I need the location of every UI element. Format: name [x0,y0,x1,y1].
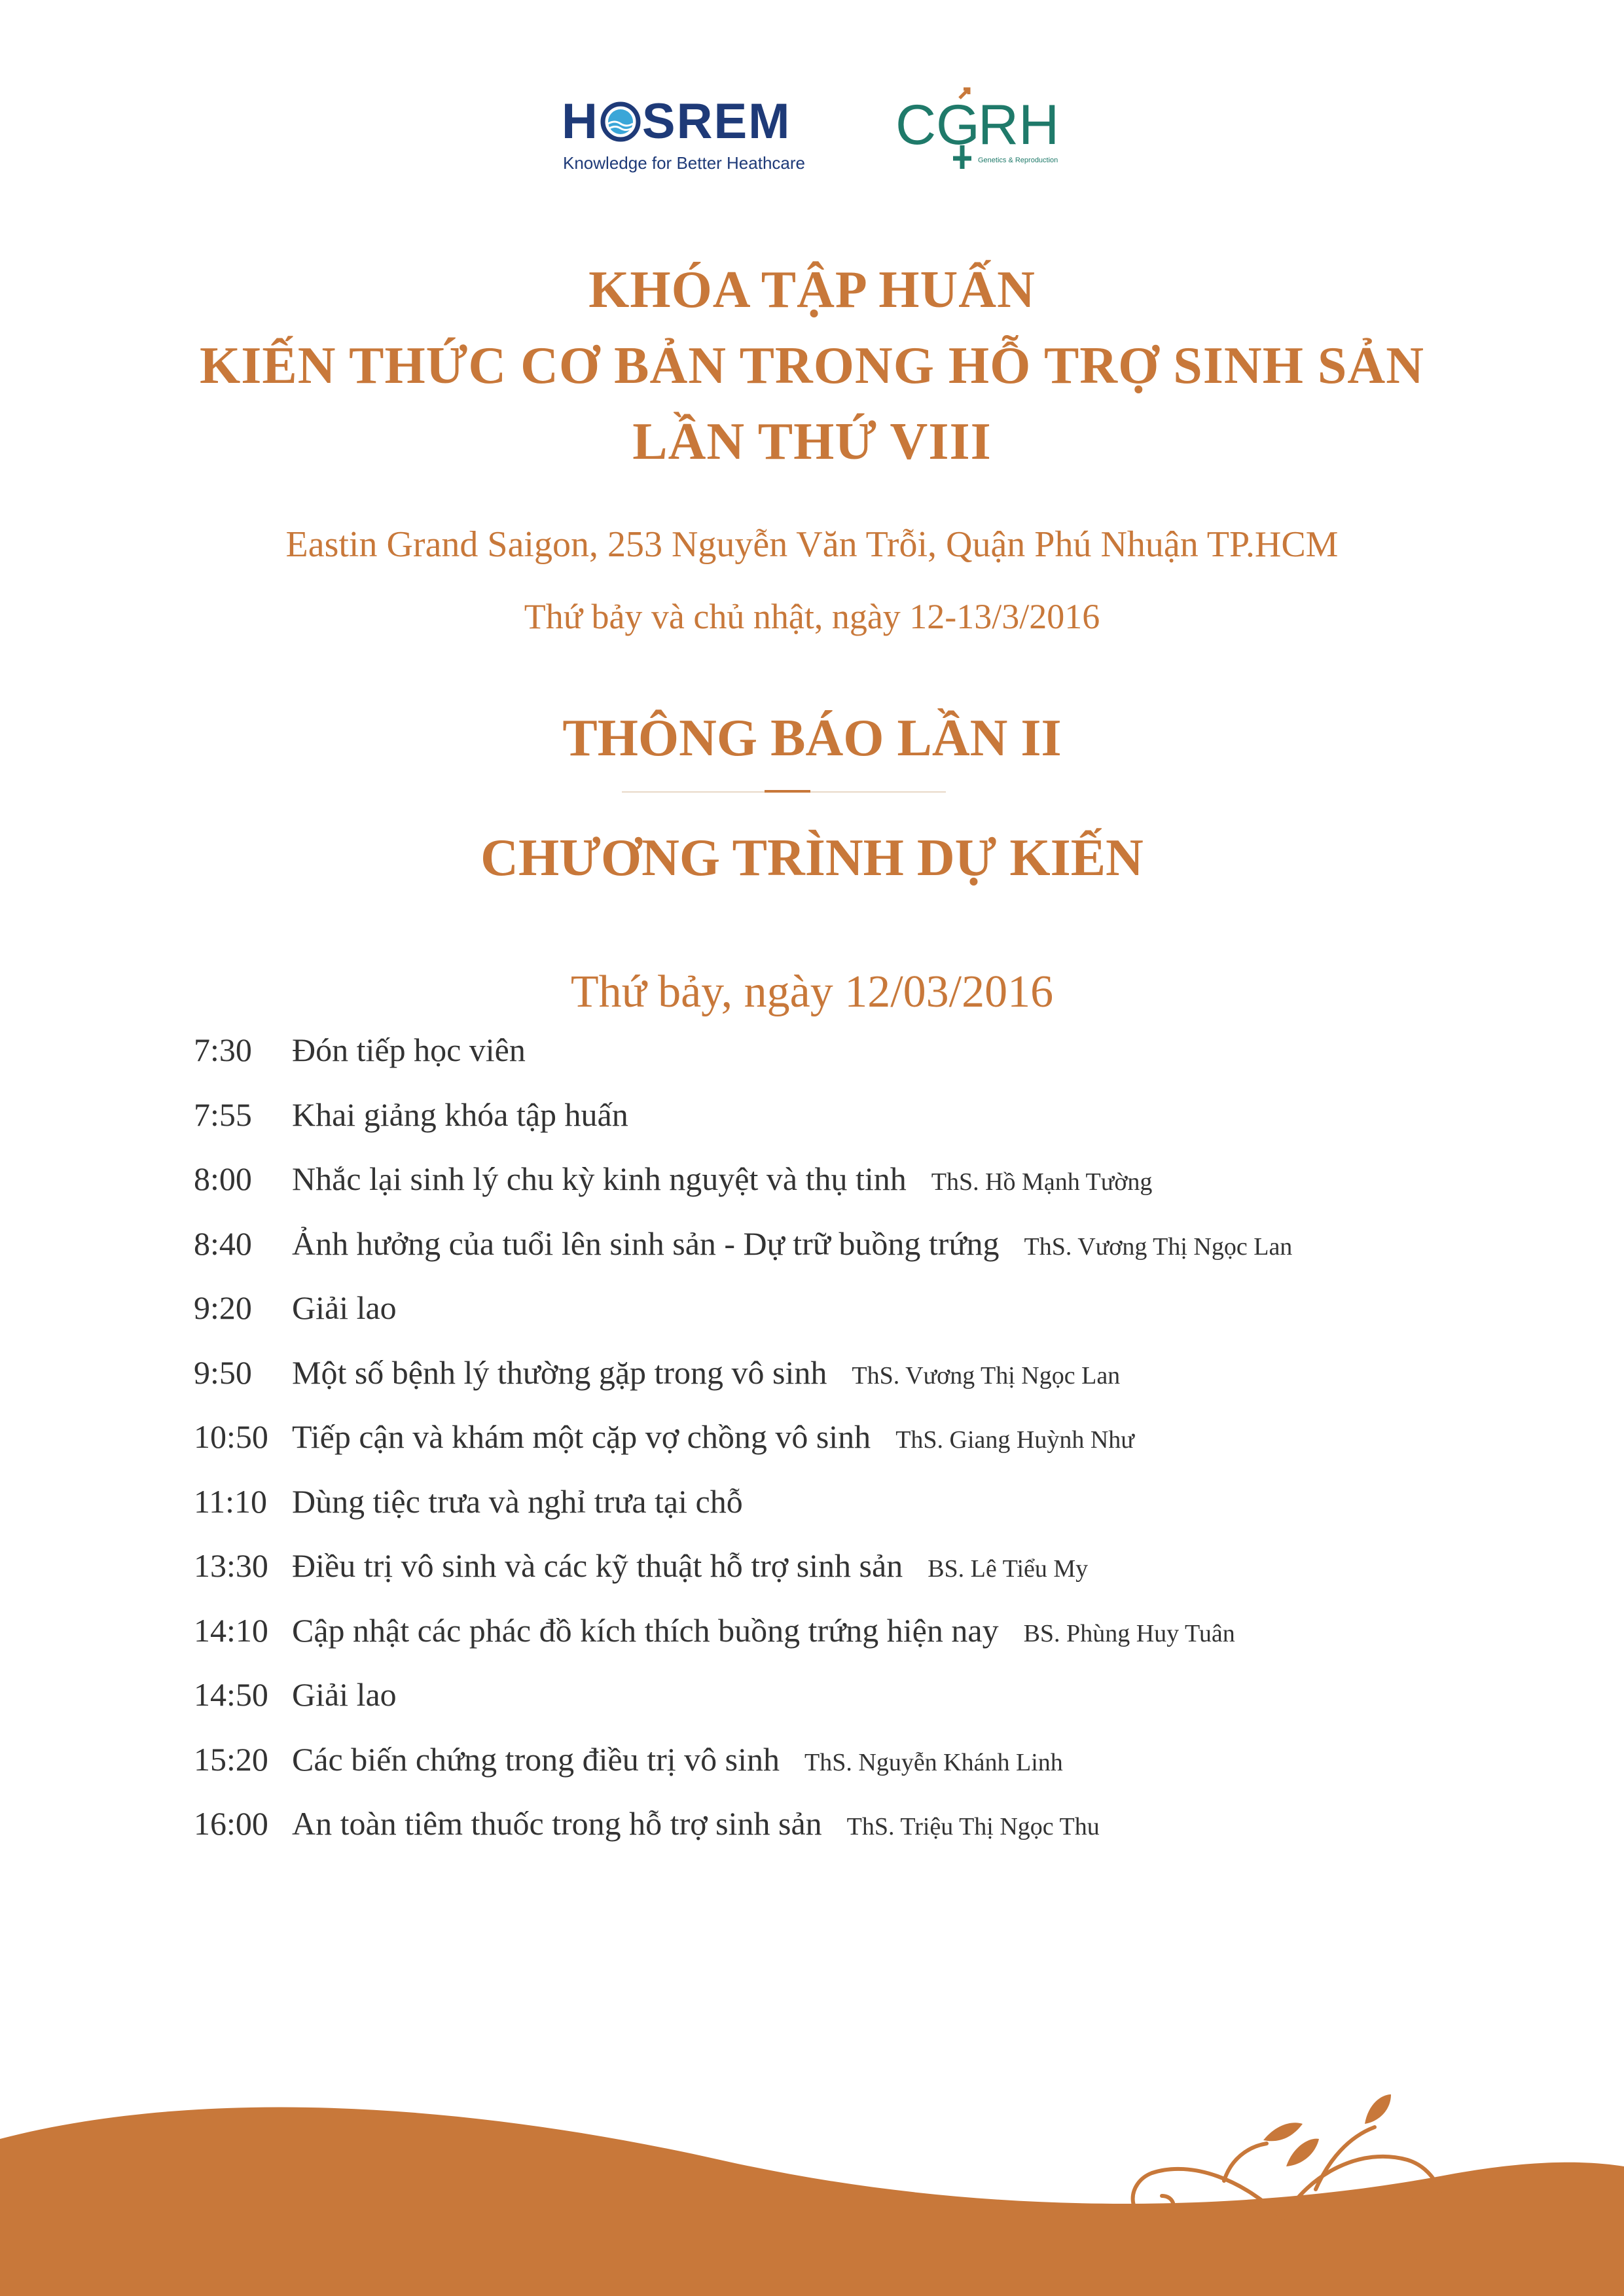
schedule-topic: An toàn tiêm thuốc trong hỗ trợ sinh sản [292,1805,822,1842]
schedule-topic: Một số bệnh lý thường gặp trong vô sinh [292,1354,827,1391]
schedule-row [194,1225,1470,1289]
divider-accent [765,790,810,793]
program-heading: CHƯƠNG TRÌNH DỰ KIẾN [480,829,1144,887]
schedule-row [194,1482,1470,1547]
schedule-row [194,1740,1470,1805]
course-title [0,252,1624,480]
globe-icon [600,101,641,142]
schedule-row [194,1547,1470,1611]
schedule-time: 14:10 [194,1611,268,1649]
schedule-time: 15:20 [194,1740,268,1778]
schedule-row [194,1804,1470,1869]
schedule-topic: Tiếp cận và khám một cặp vợ chồng vô sinh [292,1418,871,1455]
schedule-row [194,1031,1470,1096]
schedule-topic: Dùng tiệc trưa và nghỉ trưa tại chỗ [292,1482,743,1520]
schedule-speaker: ThS. Nguyễn Khánh Linh [804,1748,1063,1776]
schedule-speaker: ThS. Hồ Mạnh Tường [931,1168,1153,1196]
schedule-row [194,1096,1470,1160]
schedule-time: 14:50 [194,1676,268,1713]
svg-text:RH: RH [978,94,1060,156]
schedule-row [194,1611,1470,1676]
schedule-speaker: BS. Phùng Huy Tuân [1023,1619,1235,1647]
day-heading: Thứ bảy, ngày 12/03/2016 [570,967,1054,1017]
schedule-speaker: ThS. Giang Huỳnh Như [895,1426,1134,1454]
schedule-time: 8:00 [194,1160,252,1197]
schedule-time: 7:55 [194,1096,252,1133]
schedule-speaker: BS. Lê Tiểu My [928,1555,1089,1583]
schedule-topic: Giải lao [292,1289,397,1326]
hosrem-logo [562,94,823,173]
schedule-row [194,1418,1470,1482]
schedule-time: 16:00 [194,1805,268,1842]
schedule-time: 11:10 [194,1482,268,1520]
hosrem-wordmark: H SREM [562,94,791,149]
schedule-topic: Đón tiếp học viên [292,1031,526,1068]
schedule-topic: Giải lao [292,1676,397,1713]
schedule-time: 10:50 [194,1418,268,1455]
cgrh-wordmark: C [895,94,937,156]
schedule-topic: Ảnh hưởng của tuổi lên sinh sản - Dự trữ buồng trứng [292,1225,1000,1262]
schedule-row [194,1354,1470,1418]
logo-bar [0,85,1624,177]
schedule-row [194,1676,1470,1740]
schedule-speaker: ThS. Vương Thị Ngọc Lan [852,1361,1121,1390]
title-line-3: LẦN THỨ VIII [632,413,992,471]
svg-text:G: G [936,94,980,156]
schedule-topic: Cập nhật các phác đồ kích thích buồng trứng hiện nay [292,1611,999,1649]
title-line-1: KHÓA TẬP HUẤN [588,261,1036,319]
schedule-row [194,1289,1470,1354]
footer-wave [0,2062,1624,2296]
schedule-speaker: ThS. Triệu Thị Ngọc Thu [846,1813,1100,1840]
schedule-list [194,1031,1470,1869]
schedule-topic: Các biến chứng trong điều trị vô sinh [292,1740,780,1778]
schedule-speaker: ThS. Vương Thị Ngọc Lan [1024,1232,1293,1261]
event-dates: Thứ bảy và chủ nhật, ngày 12-13/3/2016 [524,597,1100,636]
notice-heading: THÔNG BÁO LẦN II [562,709,1062,767]
schedule-time: 8:40 [194,1225,252,1262]
schedule-topic: Điều trị vô sinh và các kỹ thuật hỗ trợ sinh sản [292,1547,903,1584]
schedule-row [194,1160,1470,1225]
cgrh-logo [895,85,1079,177]
schedule-time: 9:50 [194,1354,252,1391]
schedule-topic: Khai giảng khóa tập huấn [292,1096,628,1133]
cgrh-tagline: Genetics & Reproduction [978,156,1058,164]
title-line-2: KIẾN THỨC CƠ BẢN TRONG HỖ TRỢ SINH SẢN [200,337,1424,395]
schedule-time: 13:30 [194,1547,268,1584]
schedule-time: 9:20 [194,1289,252,1326]
schedule-topic: Nhắc lại sinh lý chu kỳ kinh nguyệt và thụ tinh [292,1160,907,1197]
schedule-time: 7:30 [194,1031,252,1068]
venue-text: Eastin Grand Saigon, 253 Nguyễn Văn Trỗi, Quận Phú Nhuận TP.HCM [285,524,1339,565]
hosrem-tagline: Knowledge for Better Heathcare [563,153,805,173]
